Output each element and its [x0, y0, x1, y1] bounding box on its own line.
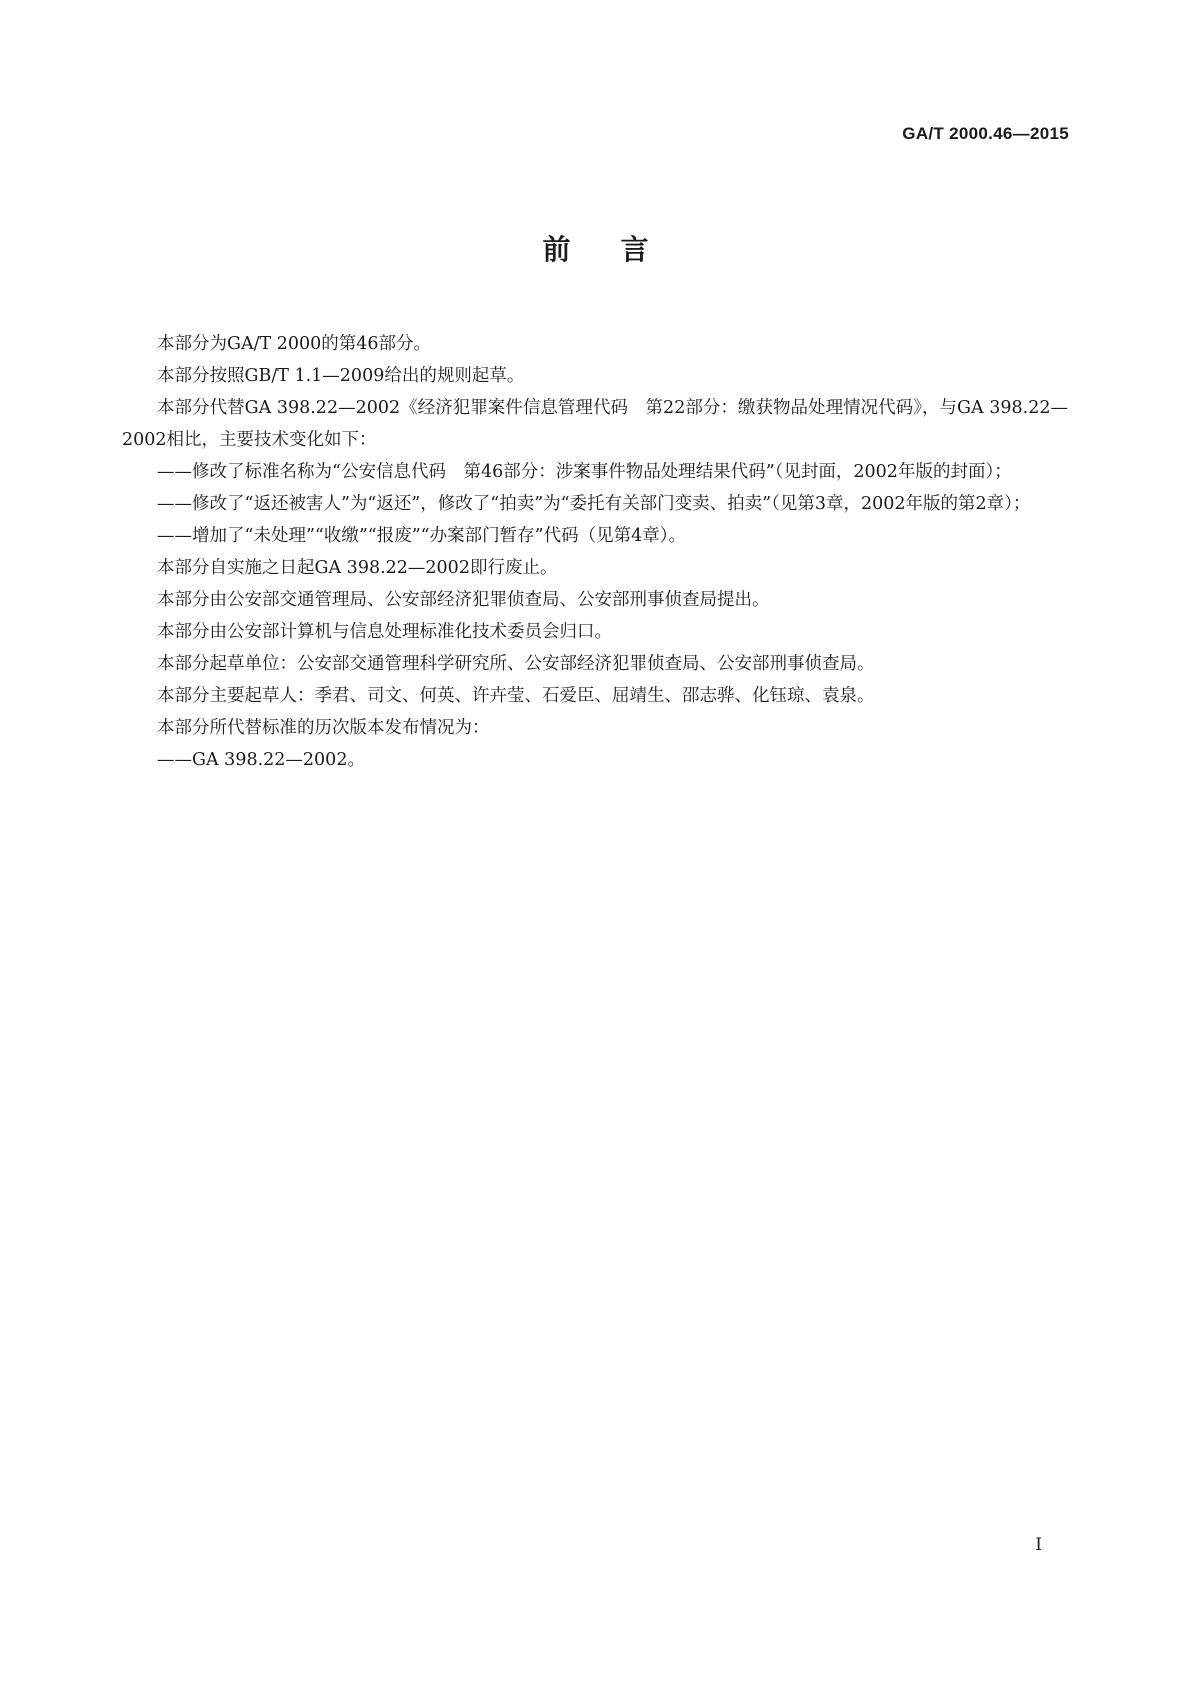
paragraph-abolish: 本部分自实施之日起GA 398.22—2002即行废止。 — [157, 558, 558, 578]
change-item-added-codes: ——增加了“未处理”“收缴”“报废”“办案部门暂存”代码（见第4章）。 — [157, 526, 686, 546]
paragraph-drafting-units: 本部分起草单位：公安部交通管理科学研究所、公安部经济犯罪侦查局、公安部刑事侦查局。 — [157, 654, 875, 674]
paragraph-drafters: 本部分主要起草人：季君、司文、何英、许卉莹、石爱臣、屈靖生、邵志骅、化钰琼、袁泉。 — [157, 686, 875, 706]
history-item: ——GA 398.22—2002。 — [157, 750, 365, 770]
foreword-body — [122, 328, 1068, 776]
page-title: 前言 — [542, 233, 699, 266]
paragraph-replacement: 本部分代替GA 398.22—2002《经济犯罪案件信息管理代码 第22部分：缴获物品处理情况代码》，与GA 398.22—2002相比，主要技术变化如下： — [122, 398, 1068, 450]
standard-code-header: GA/T 2000.46—2015 — [902, 124, 1069, 143]
paragraph-history-intro: 本部分所代替标准的历次版本发布情况为： — [157, 718, 490, 738]
page-number: I — [1035, 1535, 1042, 1555]
paragraph-proposed-by: 本部分由公安部交通管理局、公安部经济犯罪侦查局、公安部刑事侦查局提出。 — [157, 590, 770, 610]
paragraph-part-statement: 本部分为GA/T 2000的第46部分。 — [157, 334, 432, 354]
change-item-terms: ——修改了“返还被害人”为“返还”，修改了“拍卖”为“委托有关部门变卖、拍卖”（见第3章，2002年版的第2章）； — [157, 494, 1031, 514]
change-item-name: ——修改了标准名称为“公安信息代码 第46部分：涉案事件物品处理结果代码”（见封面，2002年版的封面）； — [157, 462, 1012, 482]
paragraph-centralized-by: 本部分由公安部计算机与信息处理标准化技术委员会归口。 — [157, 622, 612, 642]
paragraph-drafting-rules: 本部分按照GB/T 1.1—2009给出的规则起草。 — [157, 366, 525, 386]
